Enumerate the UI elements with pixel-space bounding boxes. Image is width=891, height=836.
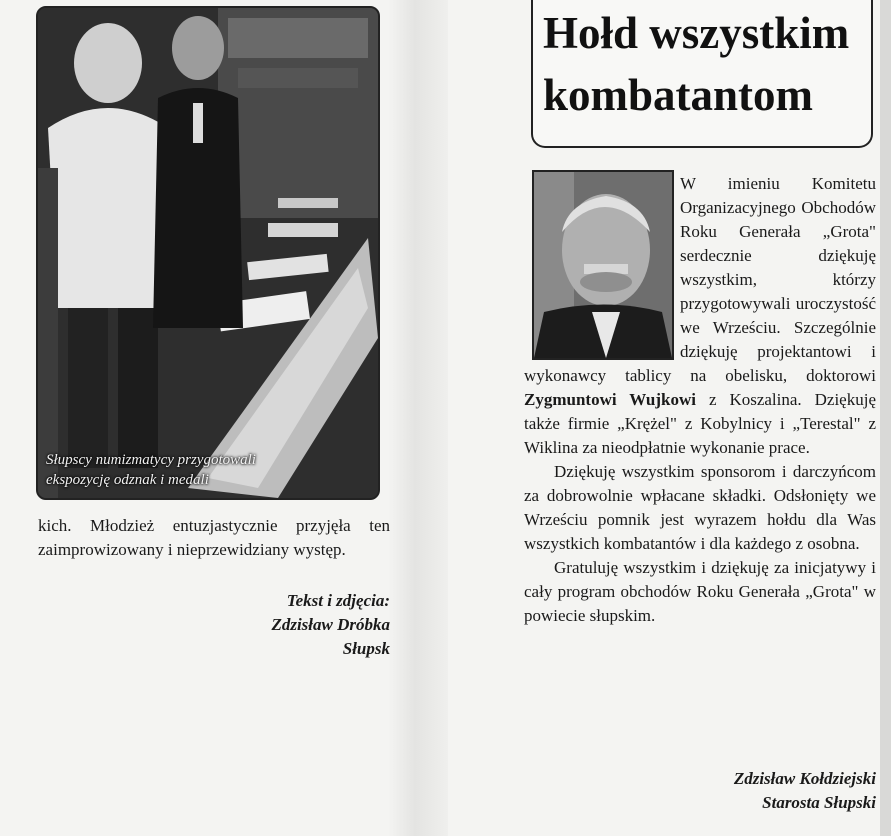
credit-label: Tekst i zdjęcia:	[286, 591, 390, 610]
left-article-text	[38, 514, 390, 562]
exhibition-photo	[36, 6, 380, 500]
caption-line-2: ekspozycję odznak i medali	[46, 472, 209, 488]
paragraph-3: Gratuluję wszystkim i dziękuję za inicjatywy i cały program obchodów Roku Generała „Grota" w powiecie słupskim.	[524, 558, 876, 625]
exhibition-photo-image	[38, 8, 378, 498]
paragraph-1-end: z Koszalina. Dziękuję także firmie „Krężel" z Kobylnicy i „Terestal" z Wiklina za nieodpłatnie wykonanie prace.	[524, 390, 876, 457]
photo-caption	[46, 450, 346, 490]
paragraph-1-name: Zygmuntowi Wujkowi	[524, 390, 696, 409]
paragraph-1-start: W imieniu Komitetu Organizacyjnego Obchodów Roku Generała „Grota" serdecznie dziękuję wszystkim, którzy przygotowywali uroczystość we Wrześciu. Szczególnie dziękuję projektantowi i wykonawcy tablicy na obelisku, doktorowi	[524, 174, 876, 385]
left-paragraph: kich. Młodzież entuzjastycznie przyjęła ten zaimprowizowany i nieprzewidziany występ.	[38, 516, 390, 559]
credit-city: Słupsk	[342, 639, 390, 658]
portrait-spacer	[524, 172, 680, 364]
credit-author: Zdzisław Dróbka	[271, 615, 390, 634]
signature-title: Starosta Słupski	[762, 793, 876, 812]
article-signature	[524, 767, 876, 815]
page-edge-shadow	[880, 0, 891, 836]
right-article-body	[524, 172, 876, 628]
column-gutter	[388, 0, 448, 836]
paragraph-2: Dziękuję wszystkim sponsorom i darczyńcom za dobrowolnie wpłacane składki. Odsłonięty we Wrześciu pomnik jest wyrazem hołdu dla Was wszystkich kombatantów i dla każdego z osobna.	[524, 462, 876, 553]
headline: Hołd wszystkim kombatantom	[543, 8, 850, 120]
article-credit	[38, 589, 390, 661]
caption-line-1: Słupscy numizmatycy przygotowali	[46, 452, 256, 468]
headline-box	[531, 0, 873, 148]
signature-name: Zdzisław Kołdziejski	[733, 769, 876, 788]
